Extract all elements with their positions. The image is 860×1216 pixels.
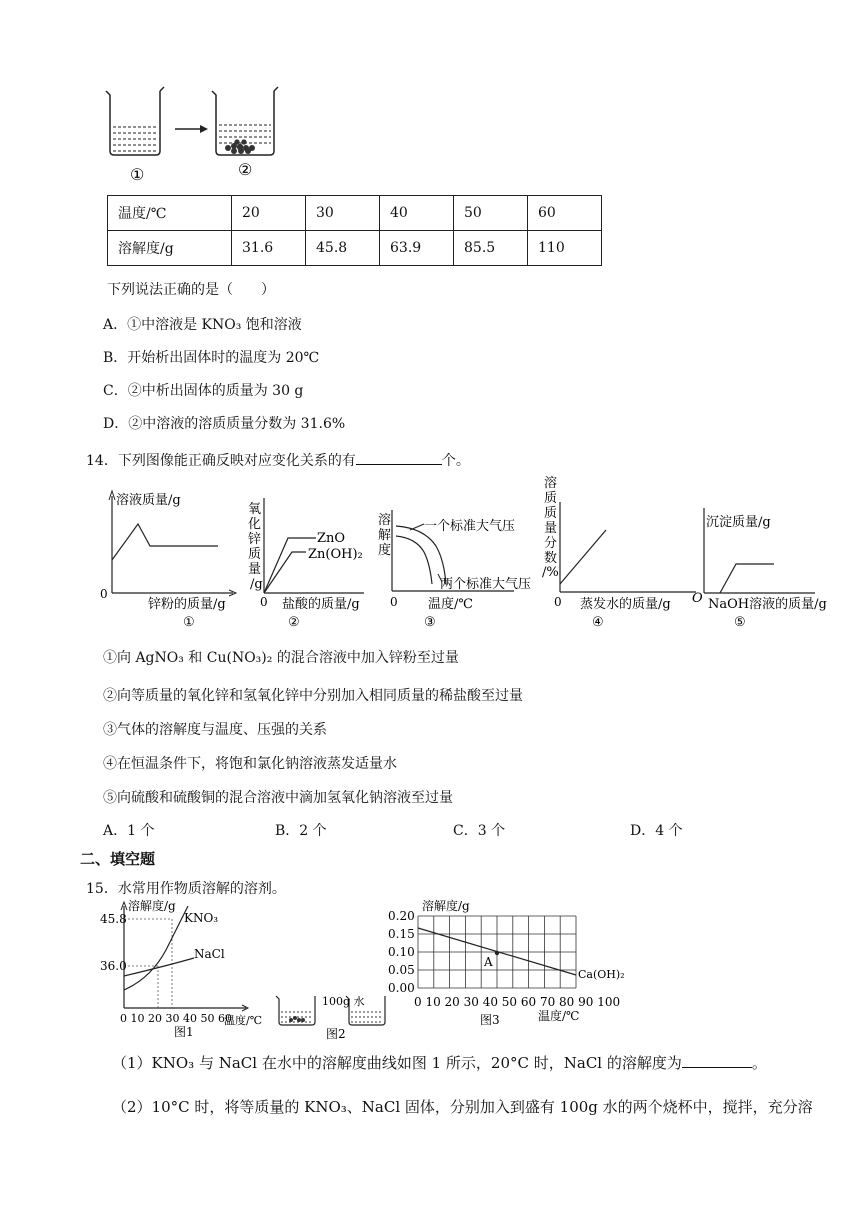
table-cell: 30 [306,196,380,231]
table-cell: 溶解度/g [108,231,232,266]
fig1-y-tick-2: 36.0 [100,959,127,973]
figure-3 [380,896,660,1042]
graph-4 [536,472,706,628]
fig1-series-kno3: KNO₃ [184,911,219,925]
figure-1 [96,898,276,1038]
beaker-label-2: ② [238,160,253,179]
q14-item-4: ④在恒温条件下，将饱和氯化钠溶液蒸发适量水 [103,756,397,772]
section-title: 二、填空题 [80,850,156,868]
graph-3-series-1: 一个标准大气压 [424,519,516,534]
q13-option-c[interactable]: C．②中析出固体的质量为 30 g [103,383,304,399]
fig3-x-ticks: 0 10 20 30 40 50 60 70 80 90 100 [414,995,621,1009]
table-cell: 60 [528,196,602,231]
q15-part-1-text: （1）KNO₃ 与 NaCl 在水中的溶解度曲线如图 1 所示，20°C 时，NaCl 的溶解度为 [112,1054,682,1072]
fig3-series: Ca(OH)₂ [578,968,625,981]
fig1-caption: 图1 [174,1025,194,1038]
answer-blank[interactable] [682,1053,752,1068]
table-cell: 31.6 [232,231,306,266]
graph-2-xlabel: 盐酸的质量/g [282,597,360,612]
graph-3-ylabel: 溶解度 [378,513,392,558]
graph-5-ylabel: 沉淀质量/g [706,515,771,530]
fig3-caption: 图3 [480,1013,500,1027]
q15-part-1 [112,1052,767,1073]
solubility-table [107,195,602,266]
fig3-y-tick: 0.15 [388,927,415,941]
graph-4-number: ④ [592,615,604,628]
q14-item-3: ③气体的溶解度与温度、压强的关系 [103,722,327,738]
fig1-ylabel: 溶解度/g [128,899,176,913]
table-cell: 40 [380,196,454,231]
fig3-point-a: A [484,955,493,969]
fig3-y-tick: 0.05 [388,963,415,977]
beaker-label-1: ① [130,165,145,184]
q14-item-5: ⑤向硫酸和硫酸铜的混合溶液中滴加氢氧化钠溶液至过量 [103,790,453,806]
q14-stem [86,450,470,470]
table-cell: 63.9 [380,231,454,266]
fig1-y-tick-1: 45.8 [100,912,127,926]
graph-5-origin: O [692,591,703,606]
q14-stem-end: 个。 [441,453,470,469]
graph-1-number: ① [183,615,195,628]
fig3-y-tick: 0.10 [388,945,415,959]
graph-2-series-1: ZnO [317,531,346,546]
q13-option-b[interactable]: B．开始析出固体时的温度为 20℃ [103,350,320,366]
fig2-caption: 图2 [326,1027,346,1040]
table-cell: 110 [528,231,602,266]
graph-4-origin: 0 [554,595,562,609]
beaker-diagram [100,85,300,185]
answer-blank[interactable] [356,450,442,465]
q15-part-2: （2）10°C 时，将等质量的 KNO₃、NaCl 固体，分别加入到盛有 100g 水的两个烧杯中，搅拌，充分溶 [112,1098,813,1116]
fig3-xlabel: 温度/℃ [538,1009,580,1023]
fig1-xlabel: 温度/℃ [224,1014,263,1027]
graph-5-xlabel: NaOH溶液的质量/g [708,597,827,612]
q15-part-1-end: 。 [751,1054,767,1072]
graph-2-number: ② [288,615,300,628]
fig1-series-nacl: NaCl [194,947,225,961]
graph-3 [374,488,534,628]
q15-stem: 15．水常用作物质溶解的溶剂。 [86,881,286,897]
fig3-y-tick: 0.00 [388,981,415,995]
graph-3-series-2: 两个标准大气压 [440,577,532,592]
fig3-ylabel: 溶解度/g [422,899,470,913]
q13-option-d[interactable]: D．②中溶液的溶质质量分数为 31.6% [103,416,346,432]
q14-option-d[interactable]: D．4 个 [630,823,683,839]
table-cell: 20 [232,196,306,231]
fig1-x-ticks: 0 10 20 30 40 50 60 [120,1012,232,1025]
q14-item-2: ②向等质量的氧化锌和氢氧化锌中分别加入相同质量的稀盐酸至过量 [103,688,523,704]
graph-1-origin: 0 [100,587,108,601]
table-row [108,196,602,231]
graph-2 [246,488,366,628]
table-cell: 45.8 [306,231,380,266]
graph-3-xlabel: 温度/℃ [428,597,473,612]
table-cell: 50 [454,196,528,231]
q14-option-c[interactable]: C．3 个 [453,823,506,839]
fig2-label: 100g 水 [322,995,365,1008]
graph-5-number: ⑤ [734,615,746,628]
graph-2-ylabel: 氧化锌质量/g [248,502,263,592]
figure-2 [272,990,392,1040]
q13-option-a[interactable]: A．①中溶液是 KNO₃ 饱和溶液 [103,317,302,333]
graph-1-xlabel: 锌粉的质量/g [148,597,226,612]
graph-3-number: ③ [424,615,436,628]
graph-1 [98,488,238,628]
table-row [108,231,602,266]
q14-stem-text: 14．下列图像能正确反映对应变化关系的有 [86,453,356,469]
q14-item-1: ①向 AgNO₃ 和 Cu(NO₃)₂ 的混合溶液中加入锌粉至过量 [103,650,459,666]
graph-4-xlabel: 蒸发水的质量/g [580,597,671,612]
graph-1-ylabel: 溶液质量/g [116,493,181,508]
graph-4-ylabel: 溶质质量分数/% [542,476,559,580]
graph-5 [690,488,860,628]
graph-3-origin: 0 [390,595,398,609]
graph-2-origin: 0 [260,595,268,609]
table-cell: 85.5 [454,231,528,266]
fig3-y-tick: 0.20 [388,909,415,923]
table-cell: 温度/℃ [108,196,232,231]
graph-2-series-2: Zn(OH)₂ [308,547,363,562]
q13-stem: 下列说法正确的是（ ） [107,282,275,298]
q14-option-b[interactable]: B．2 个 [275,823,327,839]
q14-option-a[interactable]: A．1 个 [103,823,155,839]
